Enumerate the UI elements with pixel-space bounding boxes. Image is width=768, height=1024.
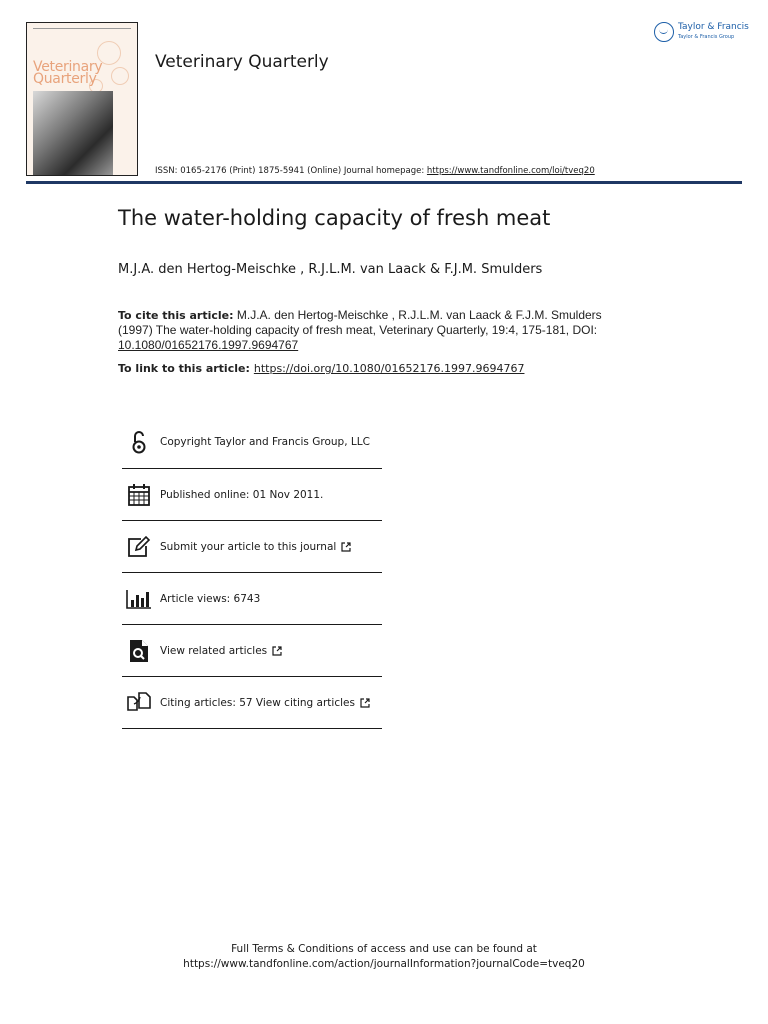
external-link-icon (341, 537, 351, 556)
article-info-list (122, 416, 382, 729)
info-row-related[interactable] (122, 625, 382, 677)
publisher-logo-subtext: Taylor & Francis Group (678, 34, 735, 40)
info-row-views (122, 573, 382, 625)
external-link-icon (272, 641, 282, 660)
document-search-icon (126, 638, 152, 664)
footer-line1: Full Terms & Conditions of access and use can be found at (231, 943, 537, 955)
article-doi-link[interactable]: https://doi.org/10.1080/01652176.1997.9694767 (253, 362, 525, 375)
taylor-francis-logo-icon (654, 22, 674, 42)
cover-title (33, 61, 102, 85)
citing-articles-link[interactable]: Citing articles: 57 View citing articles (160, 696, 355, 709)
citation-block (118, 308, 618, 353)
cite-label: To cite this article: (118, 309, 234, 322)
cover-photo-microscope (33, 91, 113, 175)
info-row-copyright (122, 416, 382, 469)
header-divider (26, 181, 742, 184)
cover-title-line2: Quarterly (33, 71, 97, 87)
submit-article-link[interactable]: Submit your article to this journal (160, 540, 337, 553)
issn-text: ISSN: 0165-2176 (Print) 1875-5941 (Online) Journal homepage: (155, 166, 425, 176)
cover-title-line1: Veterinary (33, 59, 103, 75)
info-row-submit[interactable] (122, 521, 382, 573)
footer-terms-link[interactable]: https://www.tandfonline.com/action/journalInformation?journalCode=tveq20 (183, 958, 585, 970)
published-date-text: Published online: 01 Nov 2011. (160, 488, 324, 501)
open-lock-icon (126, 429, 152, 455)
bar-chart-icon (126, 586, 152, 612)
article-views-text: Article views: 6743 (160, 592, 261, 605)
external-link-icon (360, 693, 370, 712)
related-articles-link[interactable]: View related articles (160, 644, 268, 657)
cover-decoration (111, 67, 129, 85)
article-link-line (118, 362, 524, 375)
footer-terms (0, 942, 768, 972)
copyright-text: Copyright Taylor and Francis Group, LLC (160, 436, 370, 448)
edit-pencil-icon (126, 534, 152, 560)
cover-header-line (33, 28, 131, 32)
info-row-citing[interactable] (122, 677, 382, 729)
publisher-logo (654, 22, 749, 42)
link-label: To link to this article: (118, 362, 250, 375)
cite-text: M.J.A. den Hertog-Meischke , R.J.L.M. van Laack & F.J.M. Smulders (1997) The water-holding capacity of fresh meat, Veterinary Quarterly, 19:4, 175-181, DOI: (118, 308, 602, 337)
info-row-published (122, 469, 382, 521)
article-title: The water-holding capacity of fresh meat (118, 206, 551, 230)
publisher-logo-text: Taylor & Francis (678, 22, 749, 32)
journal-homepage-link[interactable]: https://www.tandfonline.com/loi/tveq20 (426, 166, 595, 176)
calendar-icon (126, 482, 152, 508)
journal-name: Veterinary Quarterly (155, 52, 329, 72)
journal-cover (26, 22, 138, 176)
citing-documents-icon (126, 690, 152, 716)
cite-doi-link[interactable]: 10.1080/01652176.1997.9694767 (118, 338, 299, 352)
issn-line (155, 166, 595, 176)
article-authors: M.J.A. den Hertog-Meischke , R.J.L.M. van Laack & F.J.M. Smulders (118, 262, 543, 277)
